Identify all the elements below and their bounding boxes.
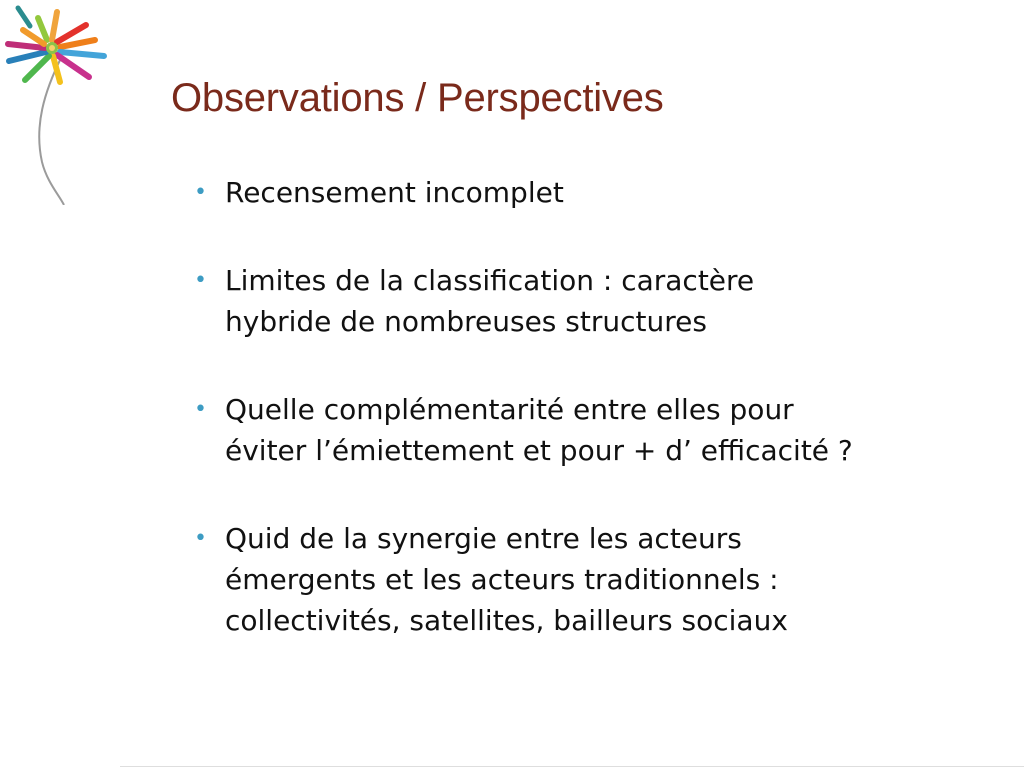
bullet-list [194,172,994,641]
bullet-text: Quelle complémentarité entre elles pour éviter l’émiettement et pour + d’ efficacité ? [225,393,853,467]
bullet-item [194,389,994,471]
bullet-marker-icon: • [194,526,207,551]
bullet-marker-icon: • [194,397,207,422]
bullet-marker-icon: • [194,268,207,293]
bullet-marker-icon: • [194,180,207,205]
bullet-text: Recensement incomplet [225,176,564,209]
bullet-text: Quid de la synergie entre les acteurs émergents et les acteurs traditionnels : collectivités, satellites, bailleurs sociaux [225,522,788,637]
bullet-item [194,260,994,342]
slide-title: Observations / Perspectives [171,76,664,120]
bottom-divider [120,766,1024,767]
bullet-item [194,518,994,641]
bullet-text: Limites de la classification : caractère hybride de nombreuses structures [225,264,755,338]
bullet-item [194,172,994,213]
flower-burst-icon [0,0,125,205]
